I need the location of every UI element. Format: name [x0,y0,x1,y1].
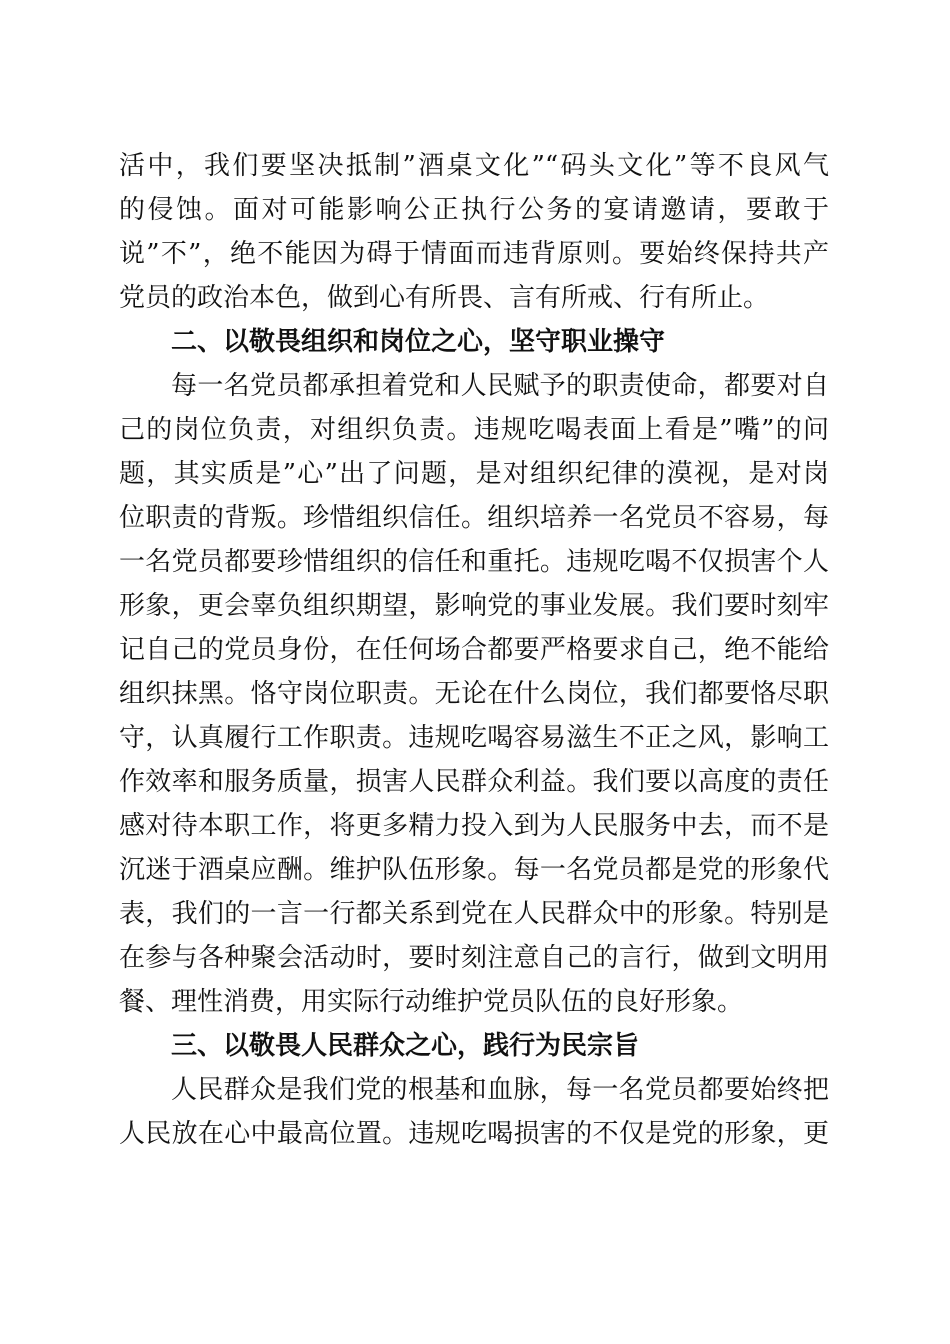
paragraph-line: 题，其实质是”心”出了问题，是对组织纪律的漠视，是对岗 [119,459,829,489]
section-heading: 三、以敬畏人民群众之心，践行为民宗旨 [171,1031,640,1061]
paragraph-line: 人民群众是我们党的根基和血脉，每一名党员都要始终把 [171,1075,829,1105]
paragraph-line: 己的岗位负责，对组织负责。违规吃喝表面上看是”嘴”的问 [119,415,829,445]
paragraph-line: 感对待本职工作，将更多精力投入到为人民服务中去，而不是 [119,811,829,841]
paragraph-line: 组织抹黑。恪守岗位职责。无论在什么岗位，我们都要恪尽职 [119,679,829,709]
paragraph-line: 一名党员都要珍惜组织的信任和重托。违规吃喝不仅损害个人 [119,547,829,577]
paragraph-line: 表，我们的一言一行都关系到党在人民群众中的形象。特别是 [119,899,829,929]
paragraph-line: 人民放在心中最高位置。违规吃喝损害的不仅是党的形象，更 [119,1119,829,1149]
paragraph-line: 每一名党员都承担着党和人民赋予的职责使命，都要对自 [171,371,829,401]
section-heading: 二、以敬畏组织和岗位之心，坚守职业操守 [171,327,666,357]
paragraph-line: 说”不”，绝不能因为碍于情面而违背原则。要始终保持共产 [119,239,829,269]
paragraph-line: 沉迷于酒桌应酬。维护队伍形象。每一名党员都是党的形象代 [119,855,829,885]
paragraph-line: 在参与各种聚会活动时，要时刻注意自己的言行，做到文明用 [119,943,829,973]
paragraph-line: 守，认真履行工作职责。违规吃喝容易滋生不正之风，影响工 [119,723,829,753]
paragraph-line: 位职责的背叛。珍惜组织信任。组织培养一名党员不容易，每 [119,503,829,533]
paragraph-line: 作效率和服务质量，损害人民群众利益。我们要以高度的责任 [119,767,829,797]
paragraph-line: 活中，我们要坚决抵制”酒桌文化”“码头文化”等不良风气 [119,151,829,181]
paragraph-line: 的侵蚀。面对可能影响公正执行公务的宴请邀请，要敢于 [119,195,829,225]
paragraph-line: 党员的政治本色，做到心有所畏、言有所戒、行有所止。 [119,283,770,313]
paragraph-line: 餐、理性消费，用实际行动维护党员队伍的良好形象。 [119,987,744,1017]
paragraph-line: 形象，更会辜负组织期望，影响党的事业发展。我们要时刻牢 [119,591,829,621]
paragraph-line: 记自己的党员身份，在任何场合都要严格要求自己，绝不能给 [119,635,829,665]
